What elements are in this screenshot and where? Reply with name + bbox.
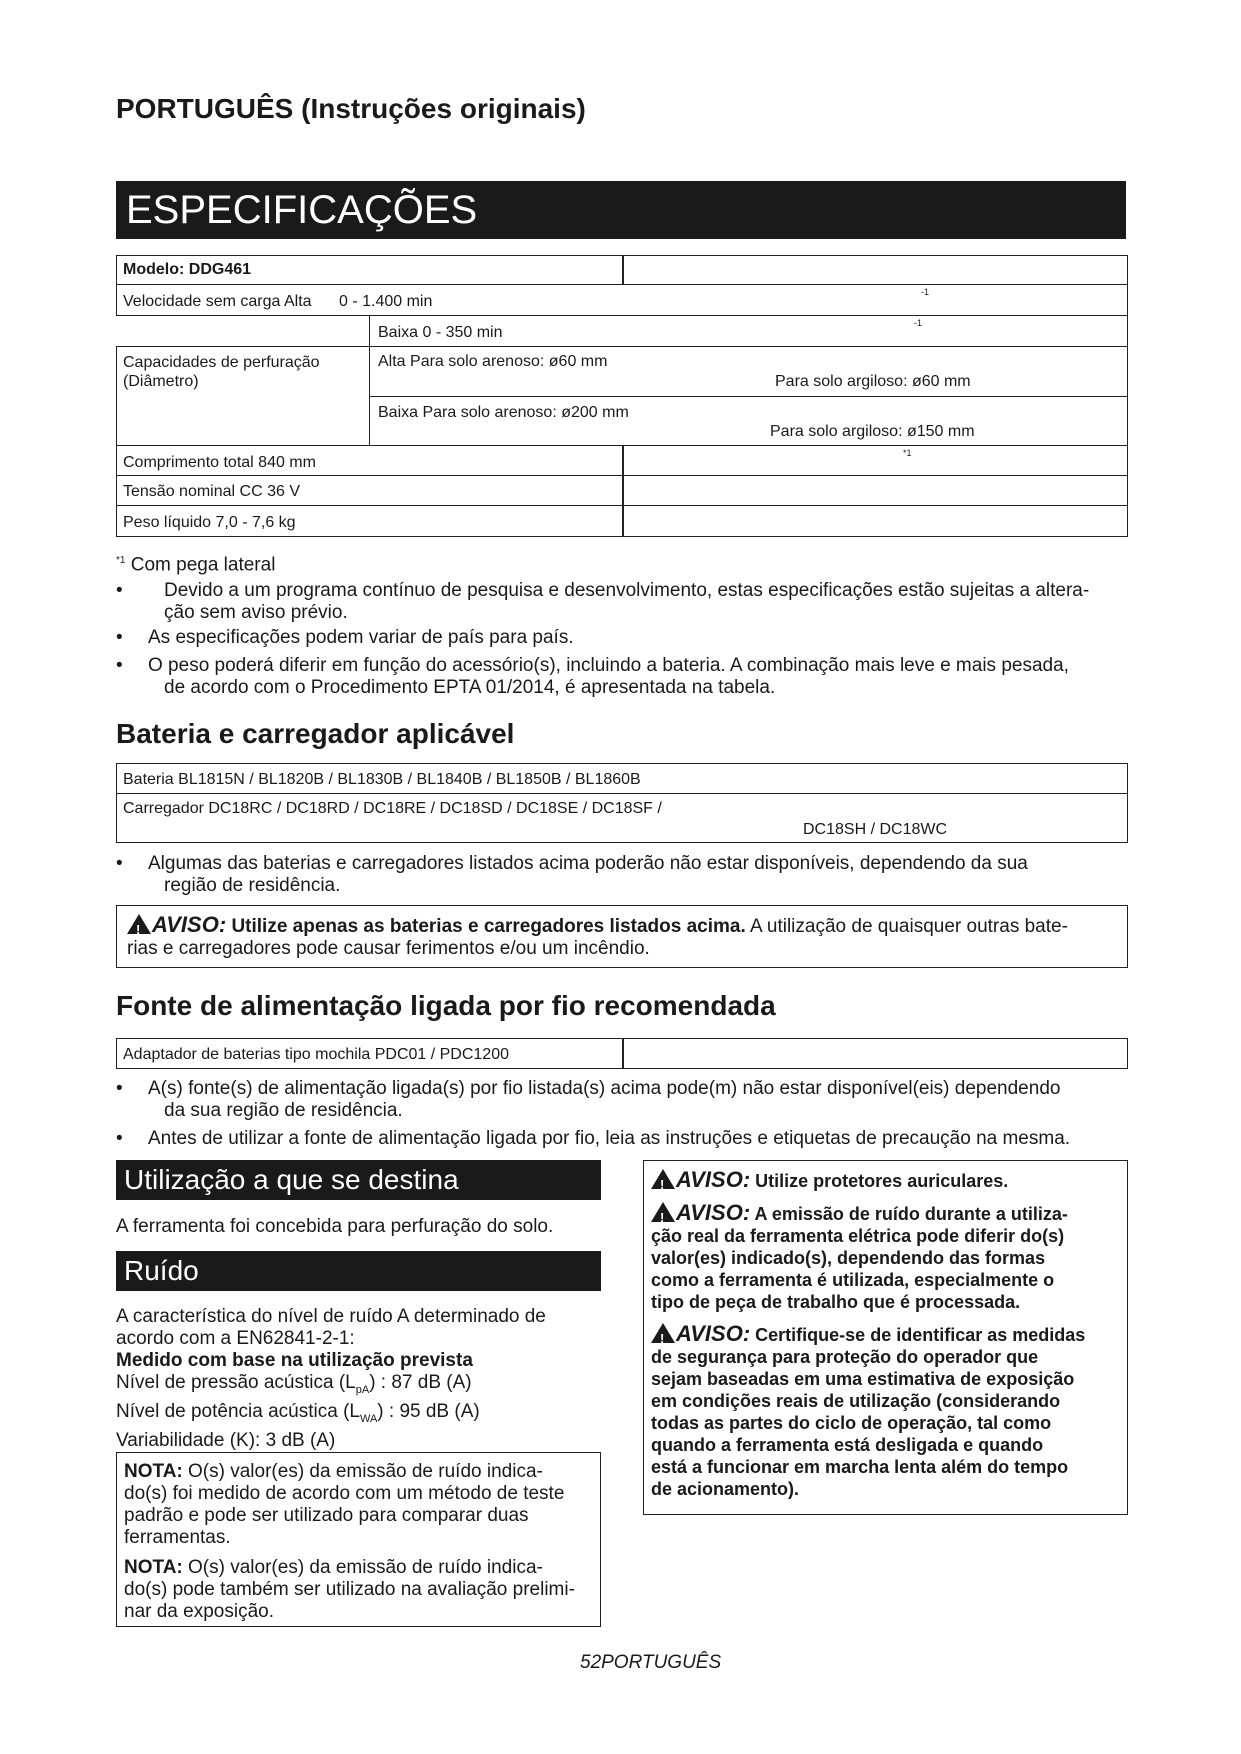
bullet-text: ção sem aviso prévio. xyxy=(164,602,348,623)
battery-list: Bateria BL1815N / BL1820B / BL1830B / BL1840B / BL1850B / BL1860B xyxy=(123,771,641,788)
adapter-text: Adaptador de baterias tipo mochila PDC01 / PDC1200 xyxy=(123,1046,509,1063)
warning-icon xyxy=(651,1169,675,1189)
power-supply-heading: Fonte de alimentação ligada por fio recomendada xyxy=(116,990,776,1021)
speed-label: Velocidade sem carga Alta xyxy=(123,293,312,310)
power-subscript: WA xyxy=(359,1412,378,1425)
speed-high-sup: -1 xyxy=(921,287,930,297)
intended-use-heading: Utilização a que se destina xyxy=(116,1160,601,1200)
empty-cell xyxy=(622,1038,1128,1069)
note-text: do(s) foi medido de acordo com um método de teste xyxy=(124,1483,565,1504)
bullet-text: Antes de utilizar a fonte de alimentação ligada por fio, leia as instruções e etiquetas de precaução na mesma. xyxy=(148,1128,1071,1149)
warning-3 xyxy=(651,1323,1123,1500)
page-language-title: PORTUGUÊS (Instruções originais) xyxy=(116,93,586,124)
warning-icon xyxy=(651,1323,675,1343)
speed-row xyxy=(116,284,1128,316)
note-text: ferramentas. xyxy=(124,1527,231,1548)
battery-warning-box xyxy=(116,905,1128,968)
list-item: • A(s) fonte(s) de alimentação ligada(s) por fio listada(s) acima pode(m) não estar disponível(eis) dependendo da sua região de residência. xyxy=(116,1078,1126,1122)
noise-intro xyxy=(116,1306,606,1452)
length-sup: *1 xyxy=(903,448,912,458)
warning-text: rias e carregadores pode causar ferimentos e/ou um incêndio. xyxy=(127,938,650,959)
bullet-text: O peso poderá diferir em função do acessório(s), incluindo a bateria. A combinação mais leve e mais pesada, xyxy=(148,655,1069,676)
page-footer: 52PORTUGUÊS xyxy=(580,1652,722,1673)
bullet-text: As especificações podem variar de país para país. xyxy=(148,627,574,648)
adapter-cell xyxy=(116,1038,624,1069)
intended-use-text: A ferramenta foi concebida para perfuração do solo. xyxy=(116,1216,554,1237)
noise-intro-line: acordo com a EN62841-2-1: xyxy=(116,1328,355,1349)
pressure-value: ) : 87 dB (A) xyxy=(369,1372,472,1393)
pressure-label: Nível de pressão acústica (L xyxy=(116,1372,356,1393)
note-text: nar da exposição. xyxy=(124,1601,274,1622)
noise-warnings-box xyxy=(643,1160,1128,1515)
noise-heading: Ruído xyxy=(116,1251,601,1291)
weight-cell xyxy=(116,505,624,537)
capacity-high-cell xyxy=(369,346,1128,397)
footnote-text: Com pega lateral xyxy=(130,554,276,576)
power-value: ) : 95 dB (A) xyxy=(377,1400,480,1422)
note-text: padrão e pode ser utilizado para comparar duas xyxy=(124,1505,529,1526)
note-label: NOTA: xyxy=(124,1557,183,1578)
warning-label: AVISO: xyxy=(676,1321,751,1346)
length-cell xyxy=(116,445,624,476)
voltage-text: Tensão nominal CC 36 V xyxy=(123,483,300,500)
warning-icon xyxy=(651,1202,675,1222)
empty-cell xyxy=(622,505,1128,537)
bullet-text: Devido a um programa contínuo de pesquisa e desenvolvimento, estas especificações estão sujeitas a altera- xyxy=(164,580,1090,601)
bullet-text: Algumas das baterias e carregadores listados acima poderão não estar disponíveis, dependendo da sua xyxy=(148,853,1028,874)
specifications-heading: ESPECIFICAÇÕES xyxy=(116,181,1126,239)
speed-high-value: 0 - 1.400 min xyxy=(339,293,433,310)
speed-low-row xyxy=(369,315,1128,347)
capacity-low-clay: Para solo argiloso: ø150 mm xyxy=(770,423,975,440)
warning-text: valor(es) indicado(s), dependendo das formas xyxy=(651,1248,1046,1268)
noise-notes-box xyxy=(116,1452,601,1627)
capacity-label-cell xyxy=(116,346,370,446)
capacity-low-cell xyxy=(369,396,1128,446)
voltage-cell xyxy=(116,475,624,506)
charger-row xyxy=(116,793,1128,843)
capacity-high-clay: Para solo argiloso: ø60 mm xyxy=(775,373,971,390)
list-item: • Antes de utilizar a fonte de alimentação ligada por fio, leia as instruções e etiquetas de precaução na mesma. xyxy=(116,1128,1126,1150)
capacity-low-sand: Baixa Para solo arenoso: ø200 mm xyxy=(378,404,629,421)
footnote xyxy=(116,550,275,576)
warning-text: quando a ferramenta está desligada e quando xyxy=(651,1435,1044,1455)
warning-text: ção real da ferramenta elétrica pode diferir do(s) xyxy=(651,1226,1065,1246)
length-text: Comprimento total 840 mm xyxy=(123,454,316,471)
warning-2 xyxy=(651,1202,1123,1313)
noise-intro-line: A característica do nível de ruído A determinado de xyxy=(116,1306,546,1327)
warning-icon xyxy=(127,914,151,934)
warning-bold-text: Utilize apenas as baterias e carregadores listados acima. xyxy=(231,916,746,937)
length-value-cell xyxy=(622,445,1128,476)
warning-1 xyxy=(651,1169,1123,1192)
warning-text: tipo de peça de trabalho que é processada. xyxy=(651,1292,1021,1312)
note-1 xyxy=(124,1461,594,1549)
note-text: do(s) pode também ser utilizado na avaliação prelimi- xyxy=(124,1579,575,1600)
charger-list-continued: DC18SH / DC18WC xyxy=(803,821,948,838)
list-item: • As especificações podem variar de país para país. xyxy=(116,627,1126,649)
battery-row xyxy=(116,763,1128,794)
speed-low-value: Baixa 0 - 350 min xyxy=(378,324,503,341)
note-text: O(s) valor(es) da emissão de ruído indica- xyxy=(182,1557,543,1578)
warning-text: A utilização de quaisquer outras bate- xyxy=(749,916,1068,937)
warning-label: AVISO: xyxy=(676,1200,751,1225)
sound-power-level xyxy=(116,1401,606,1430)
weight-text: Peso líquido 7,0 - 7,6 kg xyxy=(123,514,296,531)
bullet-text: região de residência. xyxy=(164,875,341,896)
warning-text: está a funcionar em marcha lenta além do tempo xyxy=(651,1457,1069,1477)
warning-text: em condições reais de utilização (considerando xyxy=(651,1391,1061,1411)
note-label: NOTA: xyxy=(124,1461,183,1482)
model-text: Modelo: DDG461 xyxy=(123,261,252,278)
warning-text: A emissão de ruído durante a utiliza- xyxy=(754,1204,1068,1224)
warning-text: Utilize protetores auriculares. xyxy=(755,1171,1009,1191)
warning-text: Certifique-se de identificar as medidas xyxy=(755,1325,1086,1345)
list-item: • Devido a um programa contínuo de pesquisa e desenvolvimento, estas especificações estão sujeitas a altera- ção sem aviso prévio. xyxy=(116,580,1126,624)
warning-text: todas as partes do ciclo de operação, tal como xyxy=(651,1413,1052,1433)
footnote-mark: *1 xyxy=(116,555,126,566)
capacity-high-sand: Alta Para solo arenoso: ø60 mm xyxy=(378,353,608,370)
charger-list: Carregador DC18RC / DC18RD / DC18RE / DC18SD / DC18SE / DC18SF / xyxy=(123,800,662,817)
variability: Variabilidade (K): 3 dB (A) xyxy=(116,1429,336,1451)
warning-text: de acionamento). xyxy=(651,1479,800,1499)
bullet-text: A(s) fonte(s) de alimentação ligada(s) por fio listada(s) acima pode(m) não estar disponível(eis) dependendo xyxy=(148,1078,1061,1099)
measured-heading: Medido com base na utilização prevista xyxy=(116,1350,473,1371)
pressure-subscript: pA xyxy=(355,1383,370,1396)
warning-text: sejam baseadas em uma estimativa de exposição xyxy=(651,1369,1075,1389)
note-2 xyxy=(124,1557,594,1623)
bullet-text: de acordo com o Procedimento EPTA 01/2014, é apresentada na tabela. xyxy=(164,677,776,698)
sound-pressure-level xyxy=(116,1372,606,1401)
capacity-label: Capacidades de perfuração (Diâmetro) xyxy=(123,354,320,390)
list-item: • Algumas das baterias e carregadores listados acima poderão não estar disponíveis, dependendo da sua região de residência. xyxy=(116,853,1126,897)
model-cell xyxy=(116,255,624,285)
warning-text: como a ferramenta é utilizada, especialmente o xyxy=(651,1270,1055,1290)
list-item: • O peso poderá diferir em função do acessório(s), incluindo a bateria. A combinação mais leve e mais pesada, de acordo com o Procedimento EPTA 01/2014, é apresentada na tabela. xyxy=(116,655,1126,699)
note-text: O(s) valor(es) da emissão de ruído indica- xyxy=(182,1461,543,1482)
empty-cell xyxy=(622,255,1128,285)
warning-label: AVISO: xyxy=(676,1167,751,1192)
bullet-text: da sua região de residência. xyxy=(164,1100,403,1121)
empty-cell xyxy=(622,475,1128,506)
battery-heading: Bateria e carregador aplicável xyxy=(116,718,515,749)
warning-text: de segurança para proteção do operador que xyxy=(651,1347,1039,1367)
warning-label: AVISO: xyxy=(152,912,227,937)
power-label: Nível de potência acústica (L xyxy=(116,1400,360,1422)
speed-low-sup: -1 xyxy=(914,318,923,328)
